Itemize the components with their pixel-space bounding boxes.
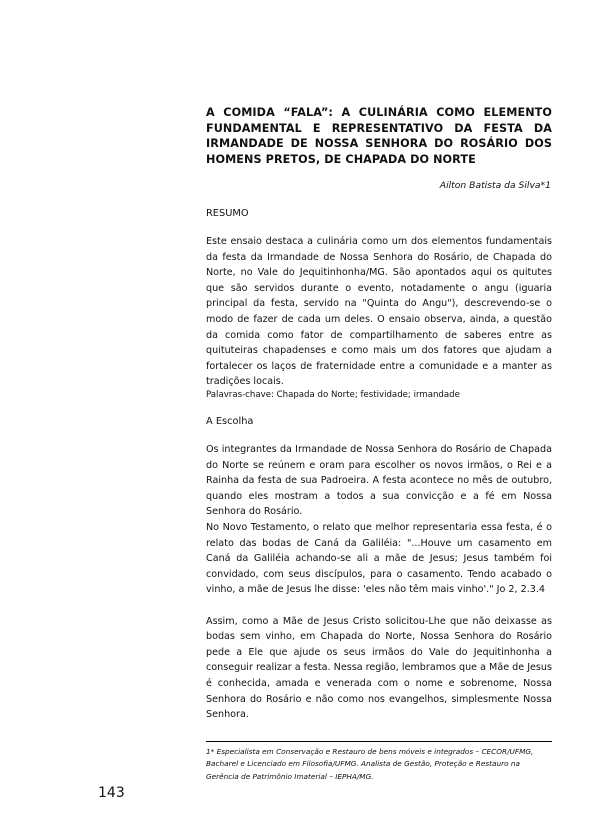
author-name: Ailton Batista da Silva*1 bbox=[439, 180, 551, 191]
page-number: 143 bbox=[98, 785, 125, 801]
escolha-heading: A Escolha bbox=[206, 416, 254, 427]
keywords: Palavras-chave: Chapada do Norte; festividade; irmandade bbox=[206, 390, 460, 400]
footnote: 1* Especialista em Conservação e Restauro de bens móveis e integrados – CECOR/UFMG, Bacharel e Licenciado em Filosofia/UFMG. Analista de Gestão, Proteção e Restauro na Gerência de Patrimônio Imaterial – IEPHA/MG. bbox=[206, 747, 534, 781]
escolha-paragraph-1: Os integrantes da Irmandade de Nossa Senhora do Rosário de Chapada do Norte se reúnem e oram para escolher os novos irmãos, o Rei e a Rainha da festa de sua Padroeira. A festa acontece no mês de outubro, quando eles mostram a todos a sua convicção e a fé em Nossa Senhora do Rosário. bbox=[206, 444, 552, 518]
escolha-paragraph-3: Assim, como a Mãe de Jesus Cristo solicitou-Lhe que não deixasse as bodas sem vinho, em Chapada do Norte, Nossa Senhora do Rosário pede a Ele que ajude os seus irmãos do Vale do Jequitinhonha a conseguir realizar a festa. Nessa região, lembramos que a Mãe de Jesus é conhecida, amada e venerada com o nome e sobrenome, Nossa Senhora do Rosário e não como nos evangelhos, simplesmente Nossa Senhora. bbox=[206, 615, 552, 721]
escolha-paragraphs bbox=[206, 442, 552, 723]
escolha-paragraph-2: No Novo Testamento, o relato que melhor representaria essa festa, é o relato das bodas de Caná da Galiléia: "...Houve um casamento em Caná da Galiléia achando-se ali a mãe de Jesus; Jesus também foi convidado, com seus discípulos, para o casamento. Tendo acabado o vinho, a mãe de Jesus lhe disse: 'eles não têm mais vinho'." Jo 2, 2.3.4 bbox=[206, 521, 552, 596]
resumo-heading: RESUMO bbox=[206, 208, 249, 219]
footnote-divider bbox=[206, 741, 552, 742]
article-title: A COMIDA “FALA”: A CULINÁRIA COMO ELEMENTO FUNDAMENTAL E REPRESENTATIVO DA FESTA DA IRMANDADE DE NOSSA SENHORA DO ROSÁRIO DOS HOMENS PRETOS, DE CHAPADA DO NORTE bbox=[206, 106, 552, 166]
resumo-paragraph: Este ensaio destaca a culinária como um dos elementos fundamentais da festa da Irmandade de Nossa Senhora do Rosário, de Chapada do Norte, no Vale do Jequitinhonha/MG. São apontados aqui os quitutes que são servidos durante o evento, notadamente o angu (iguaria principal da festa, servido na "Quinta do Angu"), descrevendo-se o modo de fazer de cada um deles. O ensaio observa, ainda, a questão da comida como fator de compartilhamento de saberes entre as quituteiras chapadenses e como mais um dos fatores que ajudam a fortalecer os laços de fraternidade entre a comunidade e a manter as tradições locais. bbox=[206, 236, 552, 388]
